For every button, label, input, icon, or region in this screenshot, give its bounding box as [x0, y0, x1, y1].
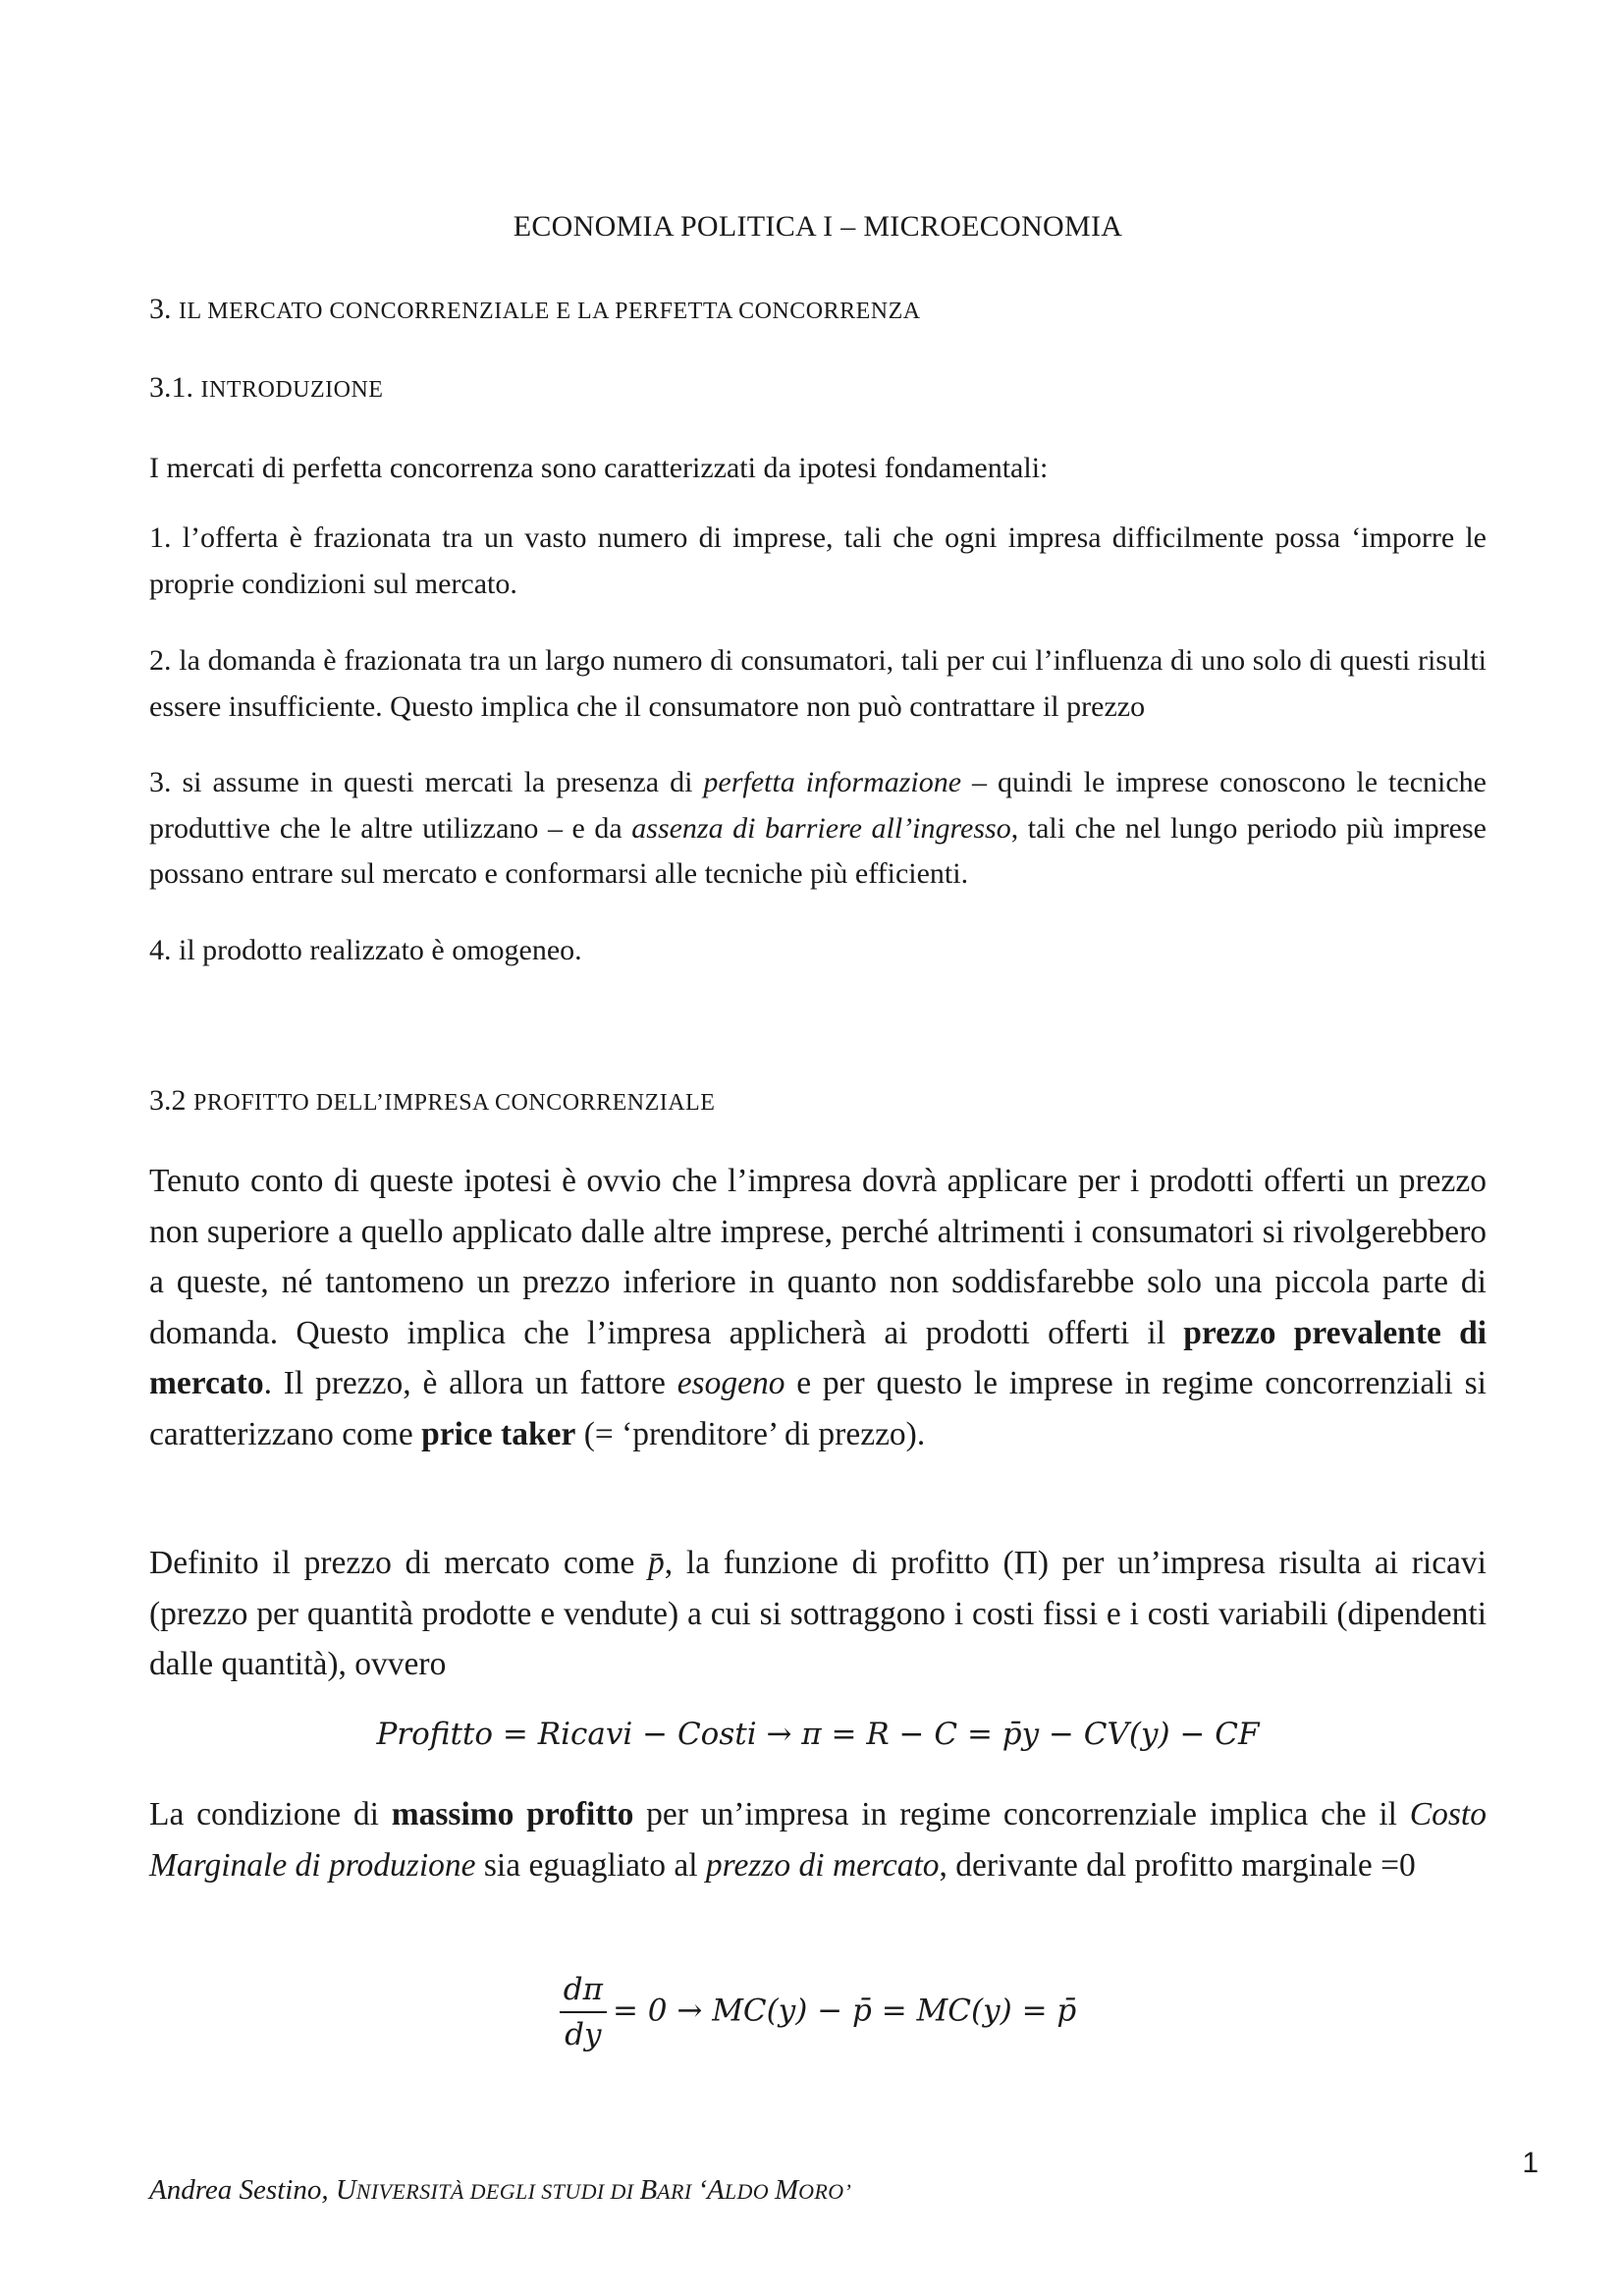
- section-3-number: 3.: [149, 293, 172, 325]
- para3-max-profit: massimo profitto: [391, 1796, 634, 1832]
- item3-text-a: 3. si assume in questi mercati la presenza di: [149, 766, 704, 798]
- footer-a: ‘A: [697, 2174, 725, 2206]
- para1-exogenous: esogeno: [676, 1365, 785, 1401]
- profit-equation: Profitto = Ricavi − Costi → π = R − C = p̄y − CV(y) − CF: [376, 1717, 1260, 1752]
- intro-paragraph: I mercati di perfetta concorrenza sono caratterizzati da ipotesi fondamentali:: [149, 452, 1049, 484]
- section-3-2-title: PROFITTO DELL’IMPRESA CONCORRENZIALE: [193, 1090, 716, 1116]
- para1-text-e: e per questo le imprese in regime concorrenziali si caratterizzano come: [149, 1365, 1487, 1452]
- profit-paragraph-1: [149, 1156, 1487, 1459]
- page-number: 1: [1522, 2147, 1539, 2179]
- fraction-numerator: dπ: [560, 1972, 607, 2013]
- list-item-4: 4. il prodotto realizzato è omogeneo.: [149, 934, 582, 966]
- item3-no-entry-barriers: assenza di barriere all’ingresso: [631, 811, 1011, 845]
- equation-rest: = 0 → MC(y) − p̄ = MC(y) = p̄: [612, 1993, 1077, 2029]
- item3-text-e: , tali che nel lungo periodo più imprese possano entrare sul mercato e conformarsi alle tecniche più efficienti.: [149, 811, 1487, 890]
- para2-price-symbol: p̄: [648, 1545, 665, 1581]
- para1-price-taker: price taker: [421, 1415, 576, 1452]
- section-3-2-number: 3.2: [149, 1084, 187, 1117]
- document-title: ECONOMIA POLITICA I – MICROECONOMIA: [513, 210, 1123, 243]
- section-3-1-heading: [149, 371, 383, 405]
- section-3-heading: [149, 293, 921, 326]
- list-item-2: 2. la domanda è frazionata tra un largo numero di consumatori, tali per cui l’influenza di uno solo di questi risulti essere insufficiente. Questo implica che il consumatore non può contrattare il prezzo: [149, 644, 1487, 723]
- para2-text-a: Definito il prezzo di mercato come: [149, 1545, 649, 1581]
- footer-bari: ARI: [657, 2179, 698, 2204]
- para1-prevailing-price: prezzo prevalente di mercato: [149, 1314, 1488, 1401]
- para1-text-a: Tenuto conto di queste ipotesi è ovvio che l’impresa dovrà applicare per i prodotti offerti un prezzo non superiore a quello applicato dalle altre imprese, perché altrimenti i consumatori si rivolgerebbero a queste, né tantomeno un prezzo inferiore in quanto non soddisfarebbe solo una piccola parte di domanda. Questo implica che l’impresa applicherà ai prodotti offerti il: [149, 1163, 1487, 1351]
- footer-b: B: [639, 2174, 658, 2206]
- item3-perfect-information: perfetta informazione: [703, 766, 962, 798]
- para3-market-price: prezzo di mercato: [705, 1846, 940, 1884]
- section-3-title: IL MERCATO CONCORRENZIALE E LA PERFETTA CONCORRENZA: [179, 299, 921, 324]
- para3-text-g: , derivante dal profitto marginale =0: [939, 1846, 1416, 1884]
- para2-text-c: , la funzione di profitto (Π) per un’impresa risulta ai ricavi (prezzo per quantità prodotte e vendute) a cui si sottraggono i costi fissi e i costi variabili (dipendenti dalle quantità), ovvero: [149, 1545, 1487, 1682]
- marginal-profit-equation: [149, 1972, 1487, 2052]
- profit-paragraph-2: [149, 1538, 1487, 1690]
- list-item-3: [149, 760, 1487, 898]
- item3-text-c: – quindi le imprese conoscono le tecniche produttive che le altre utilizzano – e da: [149, 766, 1487, 845]
- para3-text-e: sia eguagliato al: [475, 1846, 706, 1884]
- footer-author: Andrea Sestino,: [149, 2174, 336, 2206]
- section-3-1-number: 3.1.: [149, 371, 193, 404]
- footer-u: U: [335, 2174, 356, 2206]
- para1-text-g: (= ‘prenditore’ di prezzo).: [575, 1415, 926, 1452]
- list-item-1: 1. l’offerta è frazionata tra un vasto numero di imprese, tali che ogni impresa difficilmente possa ‘imporre le proprie condizioni sul mercato.: [149, 521, 1487, 600]
- derivative-fraction: [560, 1972, 607, 2052]
- para3-text-a: La condizione di: [149, 1796, 392, 1832]
- para1-text-c: . Il prezzo, è allora un fattore: [263, 1365, 677, 1401]
- section-3-2-heading: [149, 1084, 715, 1118]
- page-footer: [149, 2174, 851, 2207]
- fraction-denominator: dy: [565, 2017, 602, 2052]
- para3-marginal-cost: Costo Marginale di produzione: [149, 1796, 1487, 1884]
- footer-aldo: LDO: [724, 2179, 775, 2204]
- footer-moro: ORO’: [798, 2179, 852, 2204]
- footer-universita: NIVERSITÀ DEGLI STUDI DI: [355, 2179, 640, 2204]
- profit-paragraph-3: [149, 1789, 1487, 1890]
- footer-m: M: [774, 2174, 799, 2206]
- section-3-1-title: INTRODUZIONE: [200, 377, 384, 403]
- para3-text-c: per un’impresa in regime concorrenziale implica che il: [633, 1796, 1410, 1832]
